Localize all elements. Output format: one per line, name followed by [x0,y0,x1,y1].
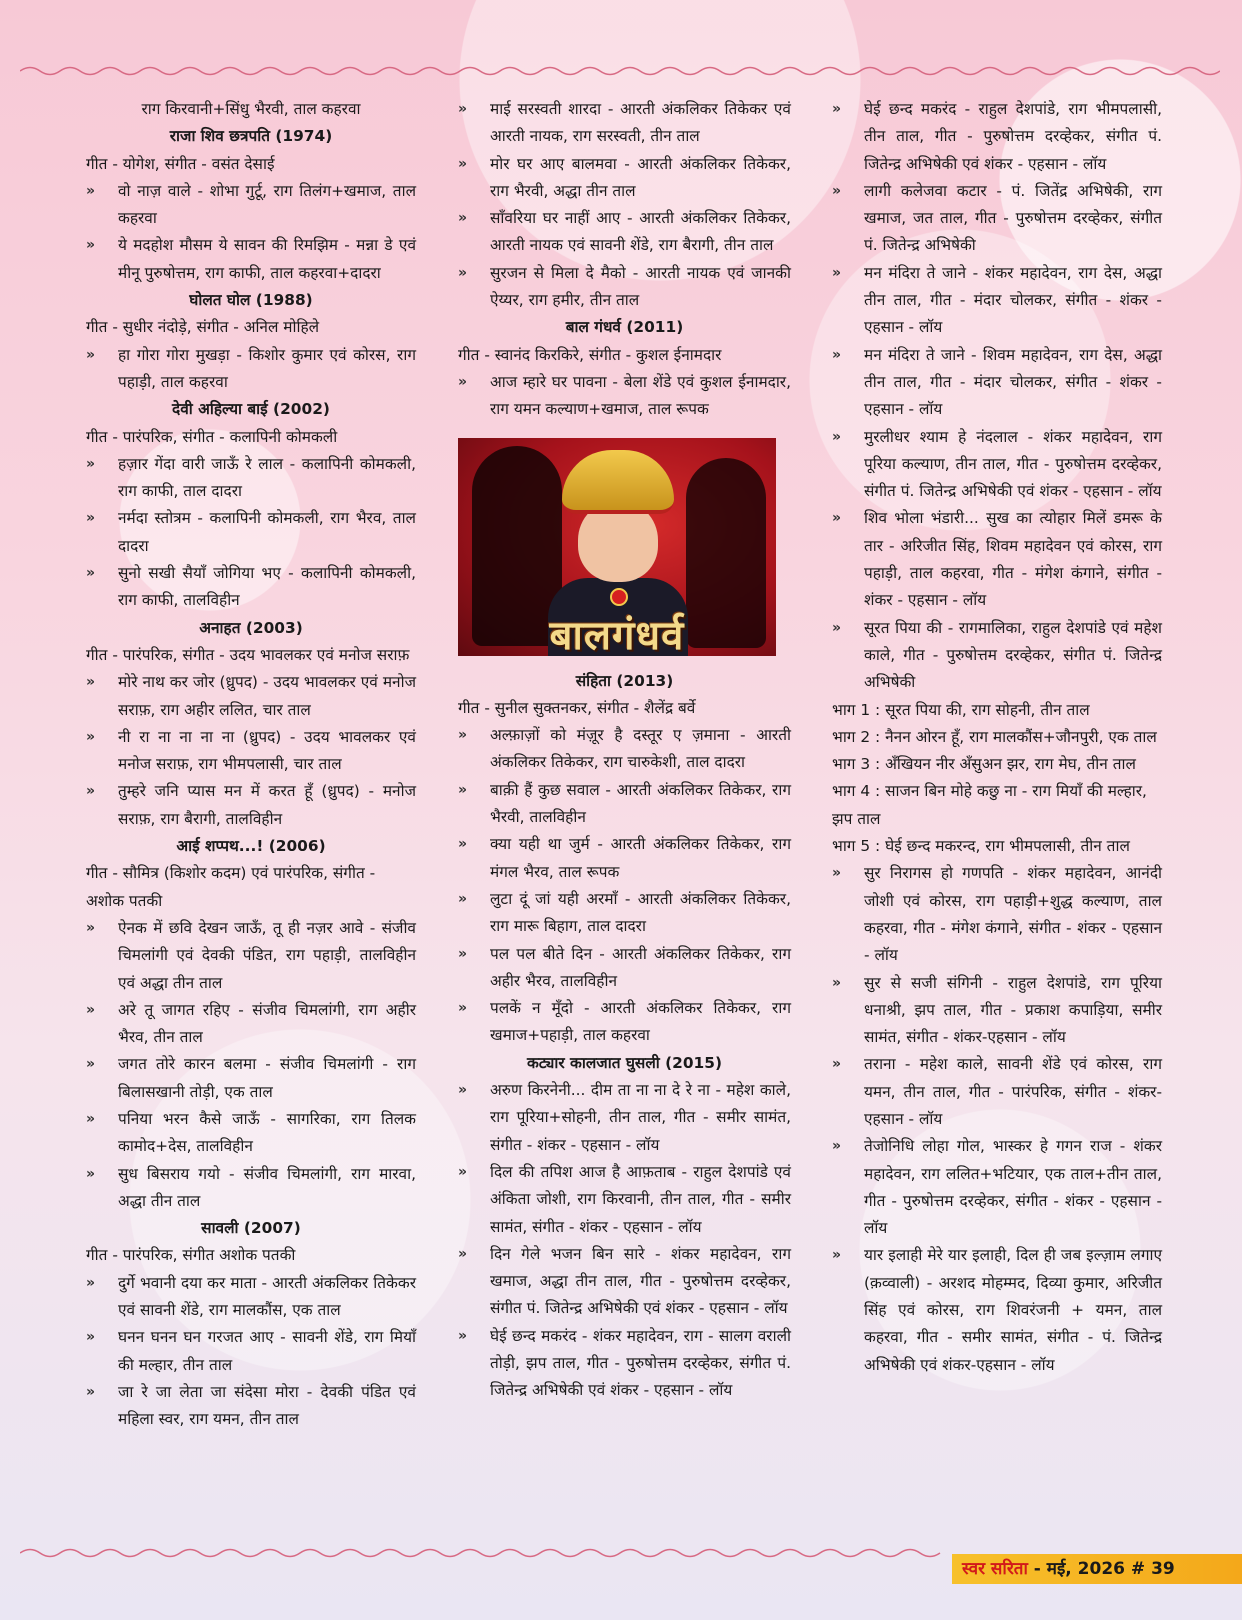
bullet-icon: » [86,919,96,936]
bullet-icon: » [458,727,468,744]
bullet-icon: » [832,619,842,636]
bullet-icon: » [86,1383,96,1400]
bullet-icon: » [458,1163,468,1180]
song-item: » मोरे नाथ कर जोर (ध्रुपद) - उदय भावलकर एवं मनोज सराफ़, राग अहीर ललित, चार ताल [86,669,416,724]
song-item: » सुर से सजी संगिनी - राहुल देशपांडे, राग पूरिया धनाश्री, झप ताल, गीत - प्रकाश कपाड़िया, समीर सामंत, संगीत - शंकर-एहसान - लॉय [832,970,1162,1052]
bullet-icon: » [458,836,468,853]
song-item: » घनन घनन घन गरजत आए - सावनी शेंडे, राग मियाँ की मल्हार, तीन ताल [86,1324,416,1379]
film-heading-bal-gandharva: बाल गंधर्व (2011) [565,318,684,337]
song-item: » क्या यही था जुर्म - आरती अंकलिकर तिकेकर, राग मंगल भैरव, ताल रूपक [458,831,791,886]
song-item: » सुर निरागस हो गणपति - शंकर महादेवन, आनंदी जोशी एवं कोरस, राग पहाड़ी+शुद्ध कल्याण, ताल कहरवा, गीत - मंगेश कंगाने, संगीत - शंकर - एहसान - लॉय [832,860,1162,969]
song-item: » लागी कलेजवा कटार - पं. जितेंद्र अभिषेकी, राग खमाज, जत ताल, गीत - पुरुषोत्तम दरव्हेकर, संगीत पं. जितेन्द्र अभिषेकी [832,178,1162,260]
song-item: » मन मंदिरा ते जाने - शंकर महादेवन, राग देस, अद्धा तीन ताल, गीत - मंदार चोलकर, संगीत - शंकर - एहसान - लॉय [832,260,1162,342]
bullet-icon: » [458,890,468,907]
bullet-icon: » [832,101,842,117]
bullet-icon: » [832,865,842,882]
bullet-icon: » [86,182,96,199]
bullet-icon: » [86,1165,96,1182]
bullet-icon: » [832,264,842,281]
bullet-icon: » [86,1274,96,1291]
bal-gandharva-poster-image [458,438,776,656]
song-item: » दिल की तपिश आज है आफ़ताब - राहुल देशपांडे एवं अंकिता जोशी, राग किरवानी, तीन ताल, गीत - समीर सामंत, संगीत - शंकर - एहसान - लॉय [458,1159,791,1241]
film-heading-katyar: कट्यार कालजात घुसली (2015) [526,1053,723,1072]
song-item: » दुर्गे भवानी दया कर माता - आरती अंकलिकर तिकेकर एवं सावनी शेंडे, राग मालकौंस, एक ताल [86,1270,416,1325]
film-credit: गीत - सौमित्र (किशोर कदम) एवं पारंपरिक, संगीत - अशोक पतकी [86,864,376,910]
bullet-icon: » [86,783,96,800]
bullet-icon: » [86,1110,96,1127]
film-heading-savali: सावली (2007) [201,1219,301,1238]
bullet-icon: » [832,974,842,991]
ragamalika-part-2: भाग 2 : नैनन ओरन हूँ, राग मालकौंस+जौनपुरी, एक ताल [832,727,1157,746]
song-item: » मन मंदिरा ते जाने - शिवम महादेवन, राग देस, अद्धा तीन ताल, गीत - मंदार चोलकर, संगीत - शंकर - एहसान - लॉय [832,342,1162,424]
song-item: » शिव भोला भंडारी... सुख का त्योहार मिलें डमरू के तार - अरिजीत सिंह, शिवम महादेवन एवं कोरस, राग पहाड़ी, ताल कहरवा, गीत - मंगेश कंगाने, संगीत - शंकर - एहसान - लॉय [832,505,1162,614]
film-credit: गीत - पारंपरिक, संगीत - कलापिनी कोमकली [86,427,338,446]
song-item: » पनिया भरन कैसे जाऊँ - सागरिका, राग तिलक कामोद+देस, तालविहीन [86,1106,416,1161]
song-item: » सुनो सखी सैयाँ जोगिया भए - कलापिनी कोमकली, राग काफी, तालविहीन [86,560,416,615]
poster-brooch [610,588,628,606]
top-wavy-divider [20,64,1220,78]
bullet-icon: » [458,781,468,798]
bullet-icon: » [832,428,842,445]
song-item: » आज म्हारे घर पावना - बेला शेंडे एवं कुशल ईनामदार, राग यमन कल्याण+खमाज, ताल रूपक [458,369,791,424]
song-item: » नी रा ना ना ना ना (ध्रुपद) - उदय भावलकर एवं मनोज सराफ़, राग भीमपलासी, चार ताल [86,724,416,779]
bullet-icon: » [86,1001,96,1018]
page-number: # 39 [1125,1559,1175,1579]
film-heading-raja-shiv-chhatrapati: राजा शिव छत्रपति (1974) [169,127,333,146]
bullet-icon: » [832,182,842,199]
film-credit: गीत - सुधीर नंदोड़े, संगीत - अनिल मोहिले [86,318,320,337]
bullet-icon: » [458,264,468,281]
song-item: » दिन गेले भजन बिन सारे - शंकर महादेवन, राग खमाज, अद्धा तीन ताल, गीत - पुरुषोत्तम दरव्हेकर, संगीत पं. जितेन्द्र अभिषेकी एवं शंकर - एहसान - लॉय [458,1241,791,1323]
bullet-icon: » [458,1082,468,1099]
song-item: » हज़ार गेंदा वारी जाऊँ रे लाल - कलापिनी कोमकली, राग काफी, ताल दादरा [86,451,416,506]
ragamalika-part-1: भाग 1 : सूरत पिया की, राग सोहनी, तीन ताल [832,700,1090,719]
bullet-icon: » [458,155,468,172]
film-credit: गीत - स्वानंद किरकिरे, संगीत - कुशल ईनामदार [458,345,722,364]
bullet-icon: » [86,1056,96,1073]
song-item: » वो नाज़ वाले - शोभा गुर्टू, राग तिलंग+खमाज, ताल कहरवा [86,178,416,233]
song-item: » यार इलाही मेरे यार इलाही, दिल ही जब इल्ज़ाम लगाए (क़व्वाली) - अरशद मोहम्मद, दिव्या कुमार, अरिजीत सिंह एवं कोरस, राग शिवरंजनी + यमन, ताल कहरवा, गीत - समीर सामंत, संगीत - पं. जितेन्द्र अभिषेकी एवं शंकर-एहसान - लॉय [832,1242,1162,1378]
song-item: » बाक़ी हैं कुछ सवाल - आरती अंकलिकर तिकेकर, राग भैरवी, तालविहीन [458,777,791,832]
song-item: » लुटा दूं जां यही अरमाँ - आरती अंकलिकर तिकेकर, राग मारू बिहाग, ताल दादरा [458,886,791,941]
song-item: » सुरजन से मिला दे मैको - आरती नायक एवं जानकी ऐय्यर, राग हमीर, तीन ताल [458,260,791,315]
song-item: » जा रे जा लेता जा संदेसा मोरा - देवकी पंडित एवं महिला स्वर, राग यमन, तीन ताल [86,1379,416,1434]
song-item: » साँवरिया घर नाहीं आए - आरती अंकलिकर तिकेकर, आरती नायक एवं सावनी शेंडे, राग बैरागी, तीन ताल [458,205,791,260]
raag-line: राग किरवानी+सिंधु भैरवी, ताल कहरवा [141,100,361,118]
song-item: » अल्फ़ाज़ों को मंज़ूर है दस्तूर ए ज़माना - आरती अंकलिकर तिकेकर, राग चारुकेशी, ताल दादरा [458,722,791,777]
song-item: » ऐनक में छवि देखन जाऊँ, तू ही नज़र आवे - संजीव चिमलांगी एवं देवकी पंडित, राग पहाड़ी, तालविहीन एवं अद्धा तीन ताल [86,915,416,997]
poster-title: बालगंधर्व [549,612,685,656]
film-heading-sanhita: संहिता (2013) [575,671,674,690]
song-item: » सूरत पिया की - रागमालिका, राहुल देशपांडे एवं महेश काले, गीत - पुरुषोत्तम दरव्हेकर, संगीत पं. जितेन्द्र अभिषेकी [832,615,1162,697]
song-item: » तुम्हरे जनि प्यास मन में करत हूँ (ध्रुपद) - मनोज सराफ़, राग बैरागी, तालविहीन [86,778,416,833]
bullet-icon: » [832,1138,842,1155]
film-credit: गीत - पारंपरिक, संगीत - उदय भावलकर एवं मनोज सराफ़ [86,645,410,664]
film-credit: गीत - सुनील सुक्तनकर, संगीत - शैलेंद्र बर्वे [458,698,696,717]
magazine-name: स्वर सरिता [962,1559,1028,1579]
bullet-icon: » [832,346,842,363]
bullet-icon: » [458,1327,468,1344]
song-item: » ये मदहोश मौसम ये सावन की रिमझिम - मन्ना डे एवं मीनू पुरुषोत्तम, राग काफी, ताल कहरवा+दादरा [86,232,416,287]
bullet-icon: » [86,1329,96,1346]
song-item: » मोर घर आए बालमवा - आरती अंकलिकर तिकेकर, राग भैरवी, अद्धा तीन ताल [458,151,791,206]
bullet-icon: » [86,510,96,527]
film-credit: गीत - योगेश, संगीत - वसंत देसाई [86,154,275,173]
film-heading-aai-shappath: आई शप्पथ...! (2006) [176,837,326,856]
column-1 [86,96,416,1434]
bullet-icon: » [458,101,468,117]
song-item: » पलकें न मूँदो - आरती अंकलिकर तिकेकर, राग खमाज+पहाड़ी, ताल कहरवा [458,995,791,1050]
bullet-icon: » [86,565,96,582]
song-item: » तराना - महेश काले, सावनी शेंडे एवं कोरस, राग यमन, तीन ताल, गीत - पारंपरिक, संगीत - शंकर-एहसान - लॉय [832,1051,1162,1133]
bullet-icon: » [458,210,468,227]
issue-date: - मई, 2026 [1027,1559,1125,1579]
bullet-icon: » [86,455,96,472]
bullet-icon: » [832,510,842,527]
bullet-icon: » [458,945,468,962]
song-item: » तेजोनिधि लोहा गोल, भास्कर हे गगन राज - शंकर महादेवन, राग ललित+भटियार, एक ताल+तीन ताल, गीत - पुरुषोत्तम दरव्हेकर, संगीत - शंकर - एहसान - लॉय [832,1133,1162,1242]
song-item: » मुरलीधर श्याम हे नंदलाल - शंकर महादेवन, राग पूरिया कल्याण, तीन ताल, गीत - पुरुषोत्तम दरव्हेकर, संगीत पं. जितेन्द्र अभिषेकी एवं शंकर - एहसान - लॉय [832,424,1162,506]
song-item: » हा गोरा गोरा मुखड़ा - किशोर कुमार एवं कोरस, राग पहाड़ी, ताल कहरवा [86,342,416,397]
ragamalika-part-4: भाग 4 : साजन बिन मोहे कछु ना - राग मियाँ की मल्हार, झप ताल [832,782,1147,828]
song-item: » जगत तोरे कारन बलमा - संजीव चिमलांगी - राग बिलासखानी तोड़ी, एक ताल [86,1051,416,1106]
song-item: » सुध बिसराय गयो - संजीव चिमलांगी, राग मारवा, अद्धा तीन ताल [86,1161,416,1216]
poster-turban [562,450,674,514]
bullet-icon: » [86,674,96,691]
ragamalika-part-3: भाग 3 : अँखियन नीर अँसुअन झर, राग मेघ, तीन ताल [832,755,1136,774]
bullet-icon: » [86,237,96,254]
film-heading-gholat-ghol: घोलत घोल (1988) [189,291,313,310]
poster-silhouette [686,458,766,648]
song-item: » नर्मदा स्तोत्रम - कलापिनी कोमकली, राग भैरव, ताल दादरा [86,505,416,560]
bullet-icon: » [458,1245,468,1262]
song-item: » अरे तू जागत रहिए - संजीव चिमलांगी, राग अहीर भैरव, तीन ताल [86,997,416,1052]
song-item: » पल पल बीते दिन - आरती अंकलिकर तिकेकर, राग अहीर भैरव, तालविहीन [458,941,791,996]
page-footer [952,1554,1242,1584]
film-credit: गीत - पारंपरिक, संगीत अशोक पतकी [86,1246,296,1265]
song-item: » अरुण किरनेनी... दीम ता ना ना दे रे ना - महेश काले, राग पूरिया+सोहनी, तीन ताल, गीत - समीर सामंत, संगीत - शंकर - एहसान - लॉय [458,1077,791,1159]
ragamalika-part-5: भाग 5 : घेई छन्द मकरन्द, राग भीमपलासी, तीन ताल [832,837,1130,856]
song-item: » घेई छन्द मकरंद - राहुल देशपांडे, राग भीमपलासी, तीन ताल, गीत - पुरुषोत्तम दरव्हेकर, संगीत पं. जितेन्द्र अभिषेकी एवं शंकर - एहसान - लॉय [832,96,1162,178]
song-item: » घेई छन्द मकरंद - शंकर महादेवन, राग - सालग वराली तोड़ी, झप ताल, गीत - पुरुषोत्तम दरव्हेकर, संगीत पं. जितेन्द्र अभिषेकी एवं शंकर - एहसान - लॉय [458,1323,791,1405]
bullet-icon: » [458,1000,468,1017]
bullet-icon: » [86,346,96,363]
bullet-icon: » [458,373,468,390]
film-heading-devi-ahilya-bai: देवी अहिल्या बाई (2002) [172,400,330,419]
film-heading-anahat: अनाहत (2003) [199,618,303,637]
bullet-icon: » [832,1056,842,1073]
bullet-icon: » [86,728,96,745]
bullet-icon: » [832,1247,842,1264]
column-3 [832,96,1162,1379]
song-item: » माई सरस्वती शारदा - आरती अंकलिकर तिकेकर एवं आरती नायक, राग सरस्वती, तीन ताल [458,96,791,151]
column-2 [458,96,791,1405]
